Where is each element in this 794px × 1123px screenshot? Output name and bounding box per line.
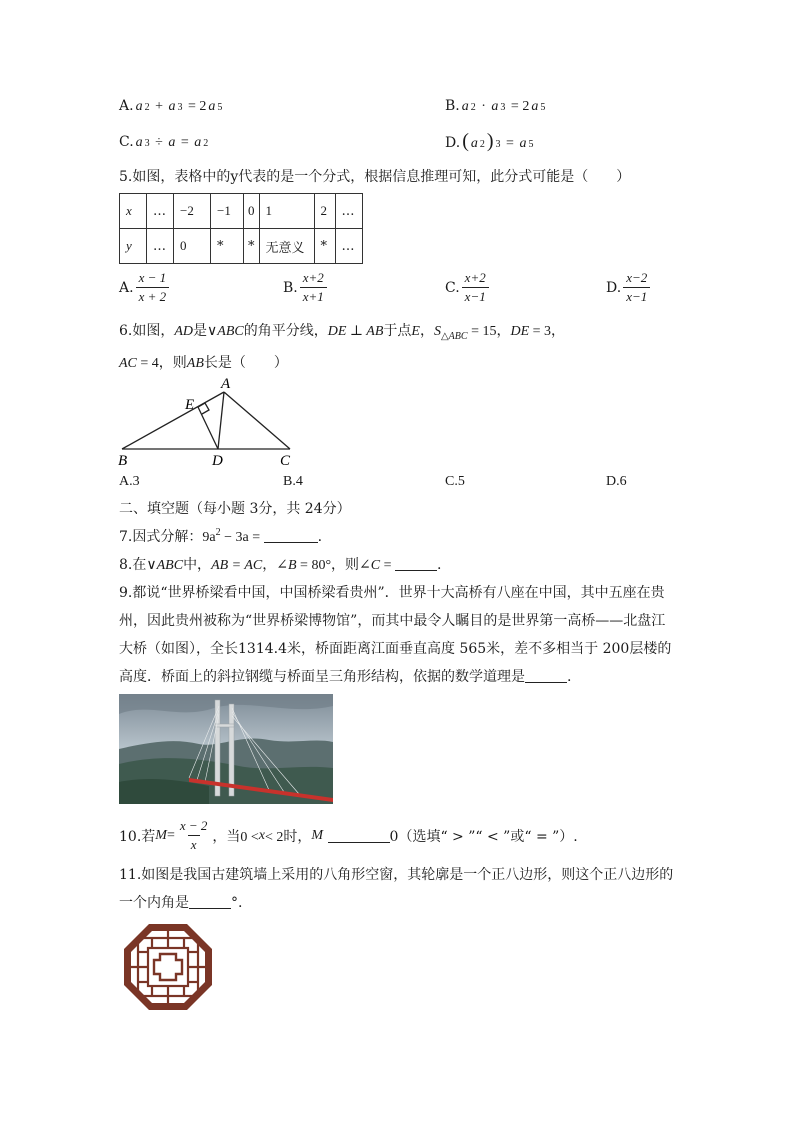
fraction-numerator: x+2 bbox=[464, 270, 486, 285]
section-title: 二、填空题（每小题 3分，共 24分） bbox=[119, 501, 351, 517]
q7: 7.因式分解：$9a^2 - 3a$ = . bbox=[119, 527, 323, 545]
table-cell: x bbox=[120, 194, 147, 229]
option-label: C. bbox=[119, 134, 134, 150]
table-cell: 无意义 bbox=[259, 229, 314, 264]
q9-line2: 州，因此贵州被称为“世界桥梁博物馆”，而其中最令人瞩目的是世界第一高桥——北盘江 bbox=[119, 613, 666, 629]
q5-option-d bbox=[606, 270, 652, 305]
table-cell: … bbox=[335, 229, 362, 264]
q9-line4: 高度．桥面上的斜拉钢缆与桥面呈三角形结构，依据的数学道理是 . bbox=[119, 669, 572, 685]
fraction-denominator: x bbox=[188, 835, 200, 853]
q6-option-d: D.6 bbox=[606, 474, 627, 489]
segment-ab bbox=[122, 392, 224, 449]
octagon-window-image bbox=[122, 922, 214, 1012]
answer-blank[interactable] bbox=[525, 668, 567, 683]
option-label: A. bbox=[119, 98, 134, 114]
q5-option-b bbox=[283, 270, 329, 305]
table-cell: −2 bbox=[174, 194, 211, 229]
q11-line1: 11.如图是我国古建筑墙上采用的八角形空窗，其轮廓是一个正八边形，则这个正八边形的 bbox=[119, 867, 674, 883]
q5-stem: 5.如图，表格中的y代表的是一个分式，根据信息推理可知，此分式可能是（ ） bbox=[119, 169, 631, 185]
q6-stem-line1: 6.如图，AD是∨ABC的角平分线，DE ⊥ AB于点E，$S_{\triangle ABC} = 15$，DE = 3， bbox=[119, 323, 566, 342]
table-cell: * bbox=[314, 229, 335, 264]
option-label: B. bbox=[283, 279, 298, 296]
table-cell: 0 bbox=[174, 229, 211, 264]
segment-ad bbox=[218, 392, 224, 449]
table-cell: … bbox=[147, 229, 174, 264]
table-cell: y bbox=[120, 229, 147, 264]
fraction-denominator: x−1 bbox=[623, 287, 650, 305]
option-label: D. bbox=[606, 279, 622, 296]
q8: 8.在∨ABC中，AB = AC，∠B = 80°，则∠C = . bbox=[119, 557, 442, 573]
bridge-photo bbox=[119, 694, 333, 804]
label-e: E bbox=[185, 397, 195, 413]
q6-option-b: B.4 bbox=[283, 474, 303, 489]
answer-blank[interactable] bbox=[328, 828, 390, 843]
fraction-denominator: x + 2 bbox=[136, 287, 170, 305]
label-a: A bbox=[221, 376, 231, 392]
option-label: C. bbox=[445, 279, 460, 296]
table-cell: 0 bbox=[244, 194, 260, 229]
option-label: D. bbox=[445, 135, 461, 151]
fraction-denominator: x−1 bbox=[462, 287, 489, 305]
q4-option-c: C. a 3 ÷ a = a 2 bbox=[119, 134, 209, 150]
table-cell: * bbox=[211, 229, 244, 264]
segment-ac bbox=[224, 392, 290, 449]
q4-option-b: B. a 2 · a 3 = 2 a 5 bbox=[445, 98, 546, 114]
label-c: C bbox=[280, 453, 291, 469]
table-row-y bbox=[120, 229, 363, 264]
q4-option-d: D. ( a 2 ) 3 = a 5 bbox=[445, 130, 534, 152]
fraction-numerator: x − 2 bbox=[179, 818, 208, 833]
q5-option-a bbox=[119, 270, 171, 305]
fraction-denominator: x+1 bbox=[300, 287, 327, 305]
answer-blank[interactable] bbox=[264, 528, 318, 543]
label-b: B bbox=[118, 453, 128, 469]
right-angle-mark bbox=[198, 403, 209, 414]
segment-de bbox=[198, 407, 218, 449]
option-label: A. bbox=[119, 279, 134, 296]
fraction-numerator: x−2 bbox=[626, 270, 648, 285]
table-cell: … bbox=[335, 194, 362, 229]
fraction-numerator: x − 1 bbox=[138, 270, 167, 285]
option-label: B. bbox=[445, 98, 460, 114]
q6-triangle-figure bbox=[112, 374, 308, 470]
fraction-numerator: x+2 bbox=[302, 270, 324, 285]
label-d: D bbox=[212, 453, 223, 469]
q5-table bbox=[119, 193, 363, 264]
q6-option-c: C.5 bbox=[445, 474, 465, 489]
table-row-x bbox=[120, 194, 363, 229]
table-cell: −1 bbox=[211, 194, 244, 229]
answer-blank[interactable] bbox=[395, 556, 437, 571]
q6-option-a: A.3 bbox=[119, 474, 140, 489]
q10: 10.若 M = $\frac{x - 2}{x}$ ，当0 < x < 2时， M 0（选填“ > ”“ < ”或“ = ”）. bbox=[119, 818, 578, 852]
answer-blank[interactable] bbox=[189, 894, 231, 909]
q9-line1: 9.都说“世界桥梁看中国，中国桥梁看贵州”．世界十大高桥有八座在中国，其中五座在贵 bbox=[119, 585, 665, 601]
table-cell: 2 bbox=[314, 194, 335, 229]
table-cell: * bbox=[244, 229, 260, 264]
q9-line3: 大桥（如图），全长1314.4米，桥面距离江面垂直高度 565米，差不多相当于 200层楼的 bbox=[119, 641, 672, 657]
q4-option-a: A. a 2 + a 3 = 2 a 5 bbox=[119, 98, 223, 114]
table-cell: 1 bbox=[259, 194, 314, 229]
q6-stem-line2: AC = 4，则AB长是（ ） bbox=[119, 355, 288, 371]
table-cell: … bbox=[147, 194, 174, 229]
q5-option-c bbox=[445, 270, 491, 305]
q11-line2: 一个内角是 °. bbox=[119, 895, 243, 911]
